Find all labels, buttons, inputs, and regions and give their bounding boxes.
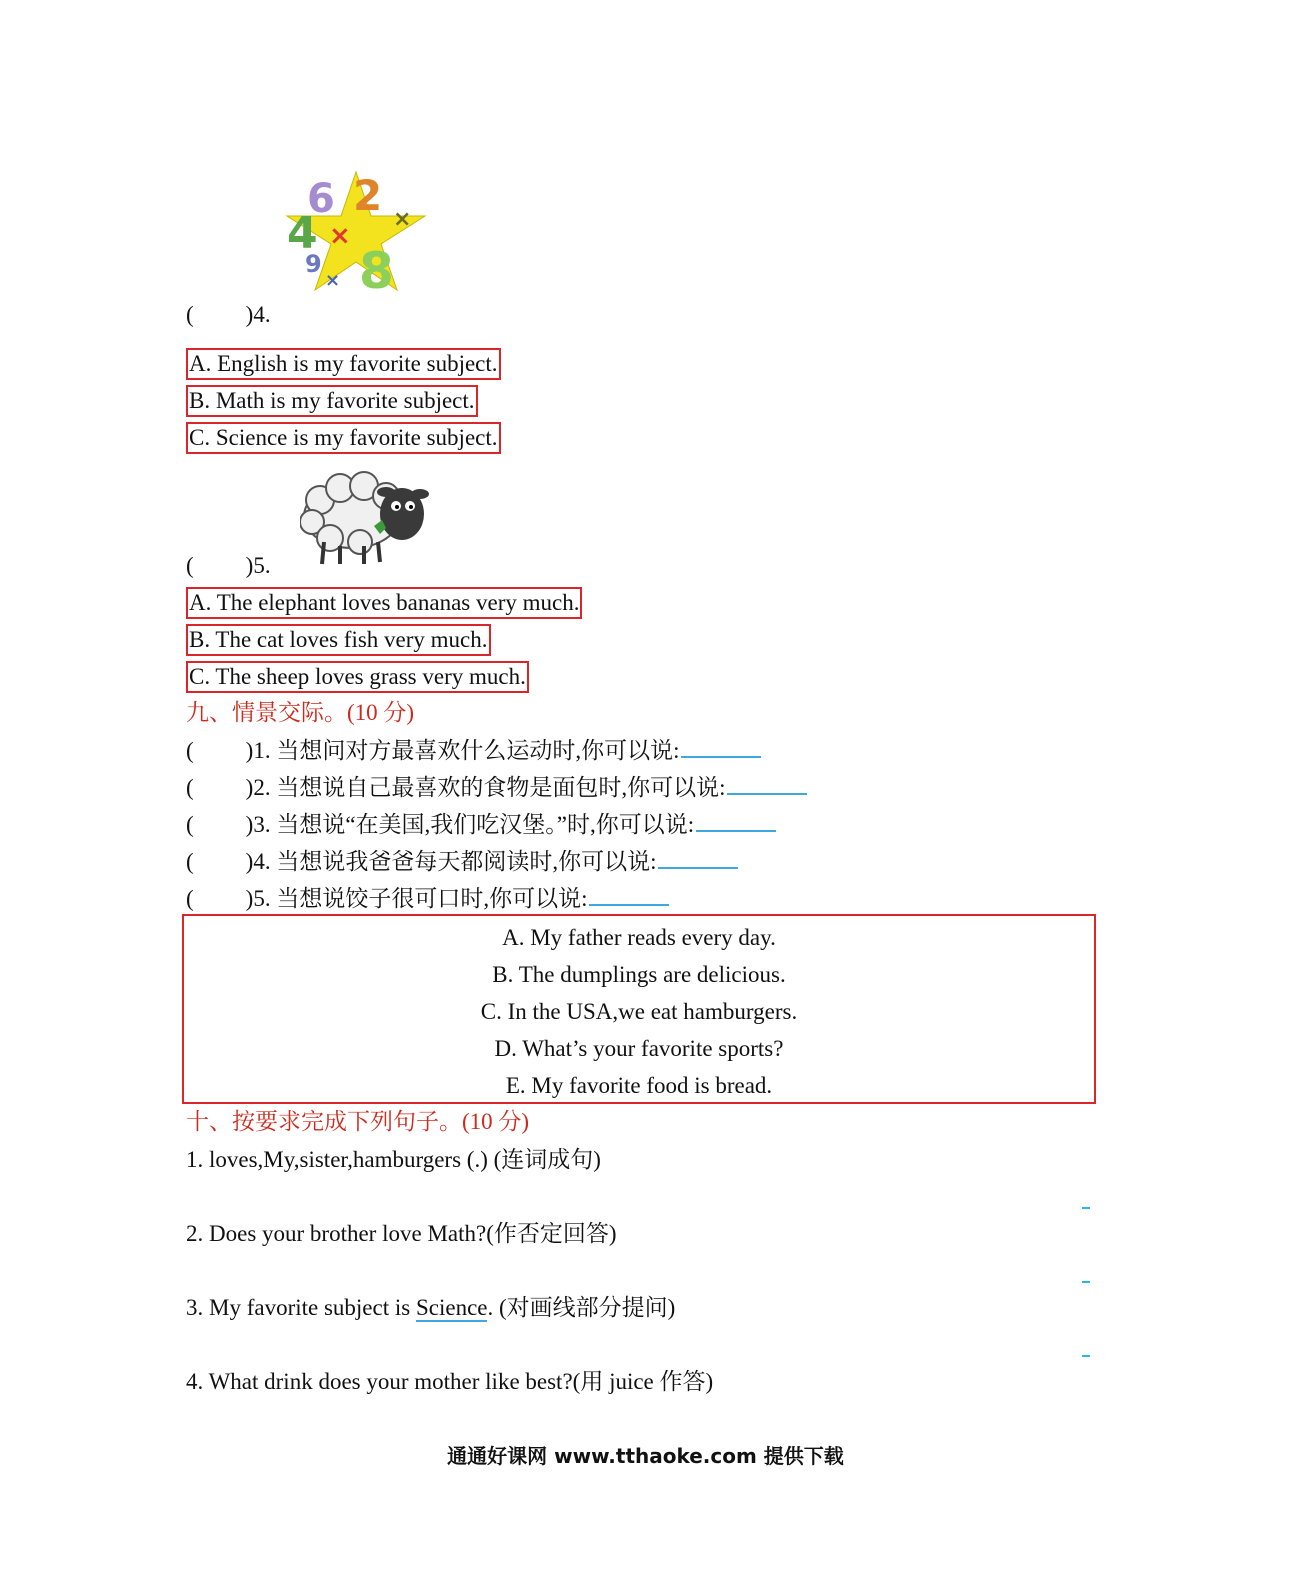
s9-question-2: ( )2. 当想说自己最喜欢的食物是面包时,你可以说: — [186, 773, 807, 802]
s10-question-2: 2. Does your brother love Math?(作否定回答) — [186, 1221, 617, 1246]
svg-text:2: 2 — [353, 171, 383, 220]
answer-options-box — [182, 914, 1096, 1104]
s9-question-3: ( )3. 当想说“在美国,我们吃汉堡。”时,你可以说: — [186, 810, 776, 839]
answer-line-marker[interactable] — [1082, 1207, 1090, 1209]
answer-line-marker[interactable] — [1082, 1355, 1090, 1357]
section9-title: 九、情景交际。(10 分) — [186, 700, 415, 725]
footer-credit: 通通好课网 www.tthaoke.com 提供下载 — [447, 1444, 844, 1468]
q5-option-c[interactable]: C. The sheep loves grass very much. — [186, 661, 529, 693]
answer-blank[interactable] — [681, 736, 761, 758]
underlined-word: Science — [415, 1295, 488, 1320]
sheep-image — [300, 470, 432, 568]
svg-text:8: 8 — [359, 242, 394, 300]
answer-option-e: E. My favorite food is bread. — [505, 1073, 773, 1098]
answer-blank[interactable] — [658, 847, 738, 869]
q4-number: ( )4. — [186, 302, 271, 327]
answer-option-c: C. In the USA,we eat hamburgers. — [480, 999, 798, 1024]
answer-blank[interactable] — [727, 773, 807, 795]
s9-question-4: ( )4. 当想说我爸爸每天都阅读时,你可以说: — [186, 847, 738, 876]
q4-option-a[interactable]: A. English is my favorite subject. — [186, 348, 501, 380]
s10-question-4: 4. What drink does your mother like best?(用 juice 作答) — [186, 1369, 714, 1394]
math-numbers-image — [285, 170, 427, 308]
section10-title: 十、按要求完成下列句子。(10 分) — [186, 1109, 530, 1134]
q5-option-b[interactable]: B. The cat loves fish very much. — [186, 624, 491, 656]
answer-option-d: D. What’s your favorite sports? — [494, 1036, 784, 1061]
svg-text:6: 6 — [307, 176, 335, 222]
q5-option-a[interactable]: A. The elephant loves bananas very much. — [186, 587, 582, 619]
svg-text:9: 9 — [305, 250, 322, 278]
answer-blank[interactable] — [589, 884, 669, 906]
svg-text:×: × — [393, 207, 412, 232]
q5-number: ( )5. — [186, 553, 271, 578]
s9-question-5: ( )5. 当想说饺子很可口时,你可以说: — [186, 884, 669, 913]
answer-line-marker[interactable] — [1082, 1281, 1090, 1283]
answer-option-a: A. My father reads every day. — [502, 925, 776, 950]
q4-option-c[interactable]: C. Science is my favorite subject. — [186, 422, 501, 454]
answer-option-b: B. The dumplings are delicious. — [492, 962, 786, 987]
q4-option-b[interactable]: B. Math is my favorite subject. — [186, 385, 478, 417]
answer-blank[interactable] — [696, 810, 776, 832]
svg-text:×: × — [325, 270, 341, 291]
svg-text:4: 4 — [287, 208, 318, 259]
s10-question-1: 1. loves,My,sister,hamburgers (.) (连词成句) — [186, 1147, 601, 1172]
s10-question-3: 3. My favorite subject is Science. (对画线部分提问) — [186, 1295, 676, 1320]
svg-text:×: × — [329, 221, 351, 251]
s9-question-1: ( )1. 当想问对方最喜欢什么运动时,你可以说: — [186, 736, 761, 765]
